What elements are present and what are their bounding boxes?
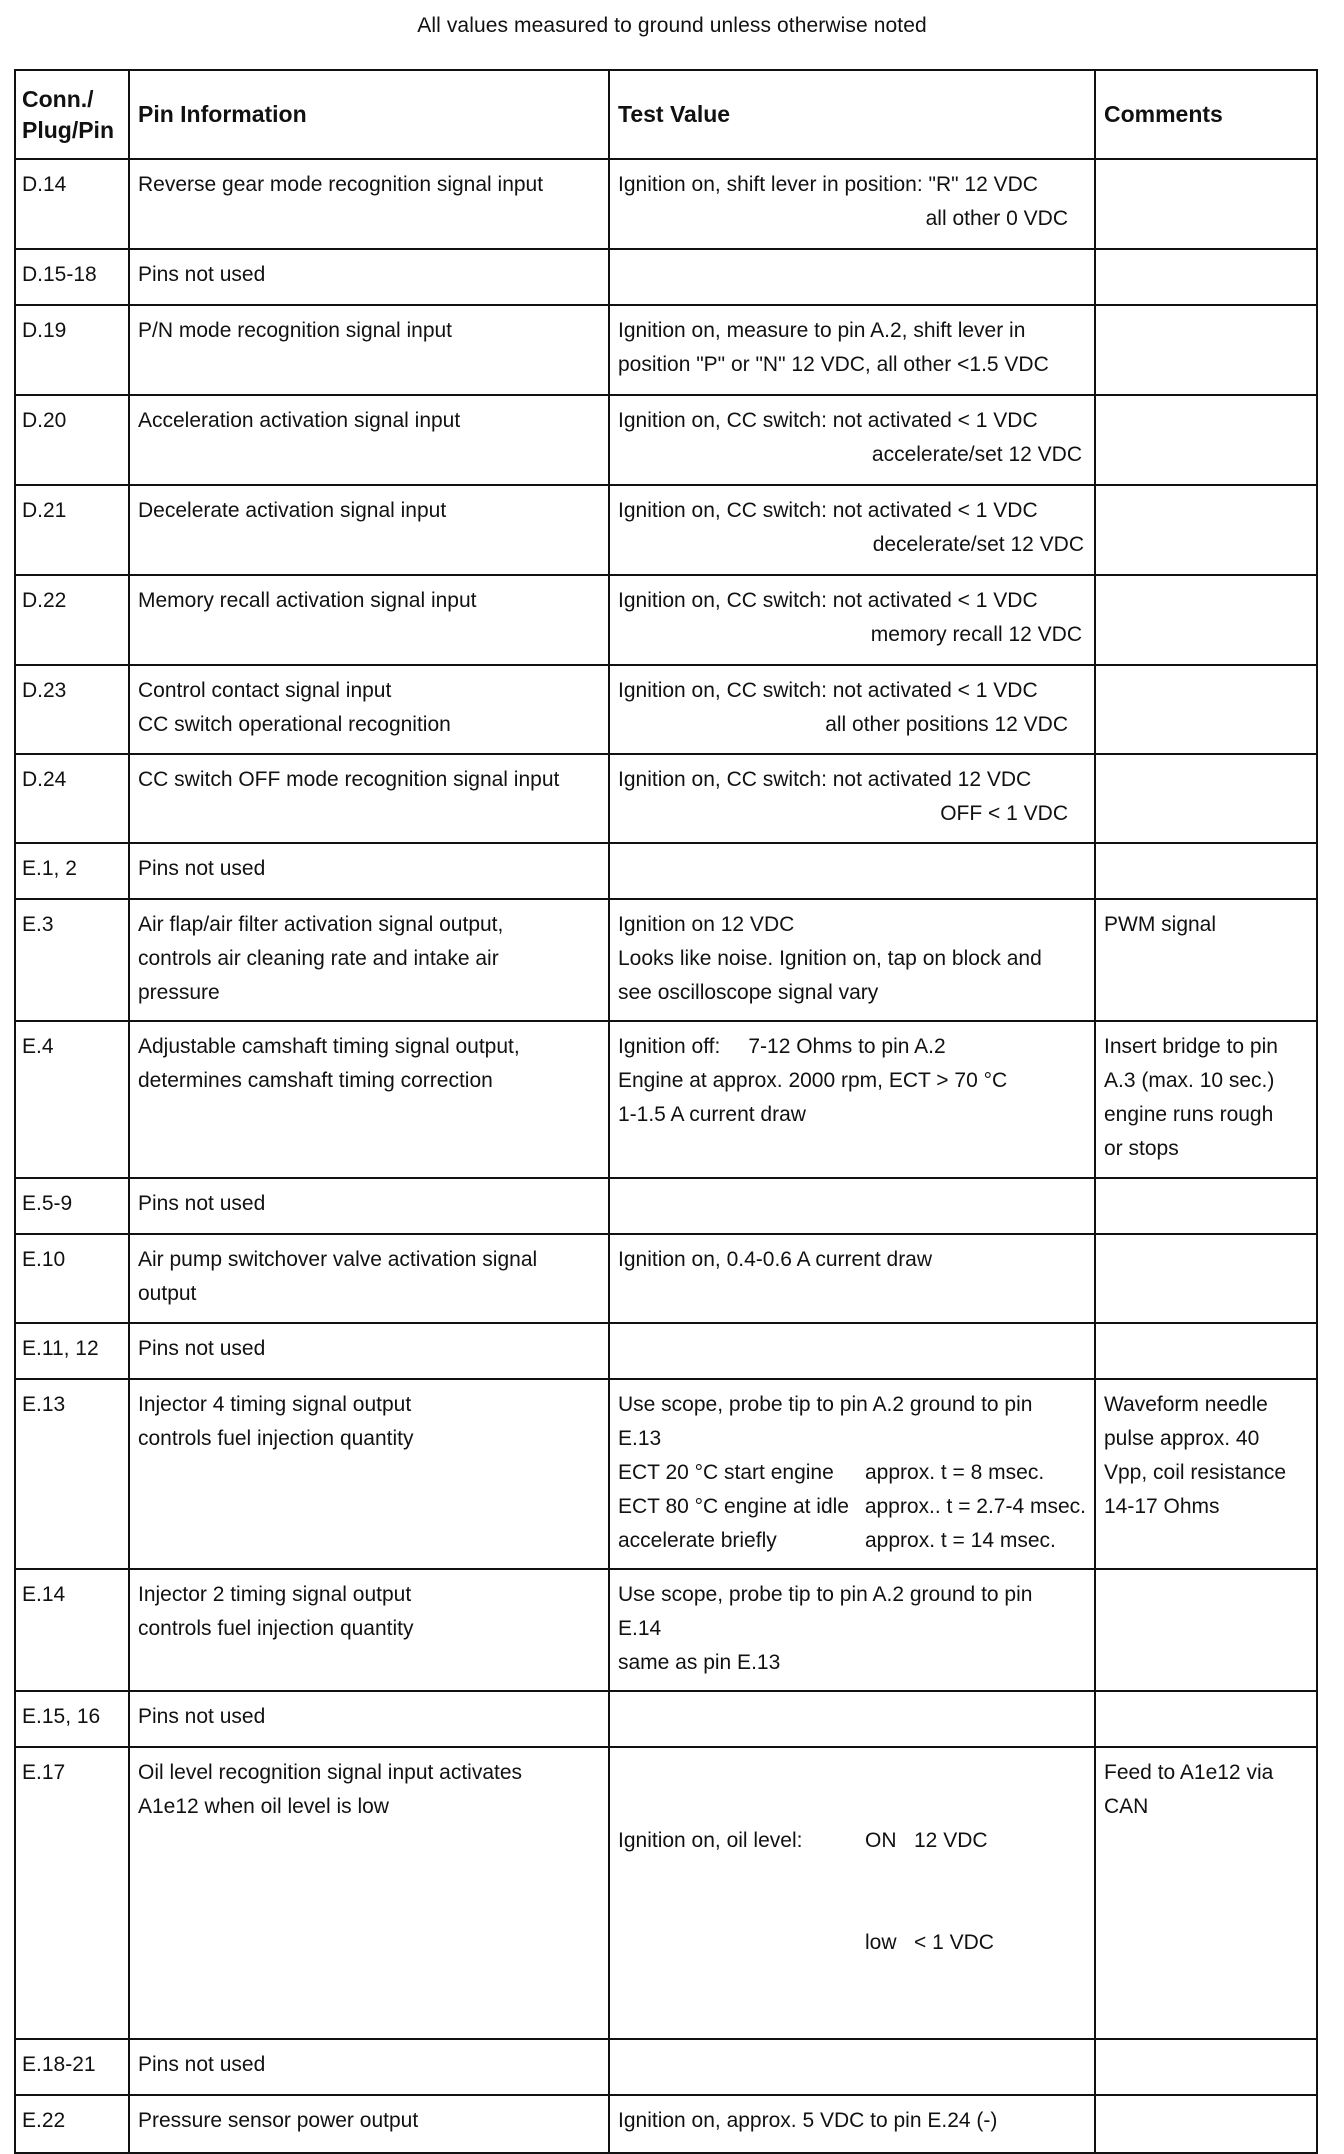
info-cell: Pins not used (129, 249, 609, 305)
test-cell (609, 2039, 1095, 2095)
table-row (15, 1691, 1317, 1747)
comment-cell (1095, 395, 1317, 485)
test-cell: Ignition on, CC switch: not activated < 1 VDC all other positions 12 VDC (609, 665, 1095, 754)
pin-cell: E.3 (15, 899, 129, 1021)
table-row (15, 1569, 1317, 1691)
pin-cell: E.10 (15, 1234, 129, 1323)
table-row (15, 754, 1317, 843)
test-cell: Ignition on, measure to pin A.2, shift lever in position "P" or "N" 12 VDC, all other <1.5 VDC (609, 305, 1095, 395)
test-cell: Ignition on, CC switch: not activated < 1 VDC accelerate/set 12 VDC (609, 395, 1095, 485)
table-row (15, 1379, 1317, 1569)
conn-header: Conn./ Plug/Pin (15, 70, 129, 159)
info-cell: Pressure sensor power output (129, 2095, 609, 2153)
comment-cell (1095, 2095, 1317, 2153)
table-row (15, 2095, 1317, 2153)
pin-cell: E.14 (15, 1569, 129, 1691)
info-cell: Reverse gear mode recognition signal input (129, 159, 609, 249)
pin-cell: D.14 (15, 159, 129, 249)
test-cell (609, 249, 1095, 305)
table-row (15, 159, 1317, 249)
info-cell: Air pump switchover valve activation signal output (129, 1234, 609, 1323)
comment-cell: Insert bridge to pin A.3 (max. 10 sec.) engine runs rough or stops (1095, 1021, 1317, 1178)
table-row (15, 395, 1317, 485)
test-cell (609, 843, 1095, 899)
test-cell: Ignition on, CC switch: not activated 12 VDC OFF < 1 VDC (609, 754, 1095, 843)
pin-cell: E.18-21 (15, 2039, 129, 2095)
info-cell: Decelerate activation signal input (129, 485, 609, 575)
test-cell (609, 1323, 1095, 1379)
info-cell: Memory recall activation signal input (129, 575, 609, 665)
test-cell: Ignition on, CC switch: not activated < 1 VDC decelerate/set 12 VDC (609, 485, 1095, 575)
info-cell: Pins not used (129, 2039, 609, 2095)
info-cell: Acceleration activation signal input (129, 395, 609, 485)
comment-cell (1095, 843, 1317, 899)
info-cell: Pins not used (129, 843, 609, 899)
comment-cell (1095, 305, 1317, 395)
comment-cell (1095, 754, 1317, 843)
test-cell: Ignition on, 0.4-0.6 A current draw (609, 1234, 1095, 1323)
test-cell (609, 1178, 1095, 1234)
comment-cell (1095, 1234, 1317, 1323)
table-row (15, 899, 1317, 1021)
comment-cell (1095, 575, 1317, 665)
info-cell: Control contact signal input CC switch operational recognition (129, 665, 609, 754)
pin-cell: E.11, 12 (15, 1323, 129, 1379)
test-cell: Ignition off: 7-12 Ohms to pin A.2 Engine at approx. 2000 rpm, ECT > 70 °C 1-1.5 A current draw (609, 1021, 1095, 1178)
comment-cell (1095, 1691, 1317, 1747)
pin-cell: E.17 (15, 1747, 129, 2039)
pin-cell: E.13 (15, 1379, 129, 1569)
info-cell: CC switch OFF mode recognition signal input (129, 754, 609, 843)
pin-cell: D.24 (15, 754, 129, 843)
pin-cell: E.1, 2 (15, 843, 129, 899)
pin-cell: D.19 (15, 305, 129, 395)
table-row (15, 1021, 1317, 1178)
test-cell (609, 1691, 1095, 1747)
table-row (15, 305, 1317, 395)
info-cell: P/N mode recognition signal input (129, 305, 609, 395)
pin-cell: E.15, 16 (15, 1691, 129, 1747)
table-row (15, 249, 1317, 305)
header-row (15, 70, 1317, 159)
info-cell: Injector 4 timing signal output controls fuel injection quantity (129, 1379, 609, 1569)
pin-table (14, 69, 1318, 2154)
table-row (15, 1178, 1317, 1234)
info-cell: Adjustable camshaft timing signal output, determines camshaft timing correction (129, 1021, 609, 1178)
comment-cell: Feed to A1e12 via CAN (1095, 1747, 1317, 2039)
comment-cell (1095, 1569, 1317, 1691)
pin-cell: D.23 (15, 665, 129, 754)
test-value-header: Test Value (609, 70, 1095, 159)
pin-cell: D.21 (15, 485, 129, 575)
pin-cell: D.22 (15, 575, 129, 665)
comment-cell (1095, 485, 1317, 575)
test-cell: Ignition on, shift lever in position: "R" 12 VDC all other 0 VDC (609, 159, 1095, 249)
test-cell: Ignition on, oil level: ON 12 VDC low < 1 VDC (609, 1747, 1095, 2039)
info-cell: Pins not used (129, 1178, 609, 1234)
comment-cell: PWM signal (1095, 899, 1317, 1021)
comment-cell (1095, 665, 1317, 754)
test-cell: Ignition on, approx. 5 VDC to pin E.24 (-) (609, 2095, 1095, 2153)
page-note: All values measured to ground unless otherwise noted (417, 14, 927, 37)
table-row (15, 485, 1317, 575)
table-row (15, 575, 1317, 665)
pin-cell: E.5-9 (15, 1178, 129, 1234)
comment-cell (1095, 159, 1317, 249)
pin-cell: E.4 (15, 1021, 129, 1178)
pin-cell: D.20 (15, 395, 129, 485)
table-row (15, 1234, 1317, 1323)
table-row (15, 665, 1317, 754)
test-cell: Use scope, probe tip to pin A.2 ground to pin E.13 ECT 20 °C start engine approx. t = 8 msec. ECT 80 °C engine at idle approx.. t = 2.7-4 msec. accelerate briefly approx. t = 14 msec. (609, 1379, 1095, 1569)
test-cell: Ignition on 12 VDC Looks like noise. Ignition on, tap on block and see oscilloscope signal vary (609, 899, 1095, 1021)
info-cell: Pins not used (129, 1323, 609, 1379)
pin-cell: D.15-18 (15, 249, 129, 305)
comment-cell (1095, 249, 1317, 305)
pin-cell: E.22 (15, 2095, 129, 2153)
test-cell: Ignition on, CC switch: not activated < 1 VDC memory recall 12 VDC (609, 575, 1095, 665)
test-cell: Use scope, probe tip to pin A.2 ground to pin E.14 same as pin E.13 (609, 1569, 1095, 1691)
table-row (15, 2039, 1317, 2095)
info-cell: Injector 2 timing signal output controls fuel injection quantity (129, 1569, 609, 1691)
comment-cell (1095, 1178, 1317, 1234)
table-row (15, 843, 1317, 899)
table-row (15, 1323, 1317, 1379)
comment-cell (1095, 1323, 1317, 1379)
comment-cell (1095, 2039, 1317, 2095)
table-row (15, 1747, 1317, 2039)
pin-info-header: Pin Information (129, 70, 609, 159)
info-cell: Air flap/air filter activation signal output, controls air cleaning rate and intake air pressure (129, 899, 609, 1021)
info-cell: Oil level recognition signal input activates A1e12 when oil level is low (129, 1747, 609, 2039)
comments-header: Comments (1095, 70, 1317, 159)
comment-cell: Waveform needle pulse approx. 40 Vpp, coil resistance 14-17 Ohms (1095, 1379, 1317, 1569)
info-cell: Pins not used (129, 1691, 609, 1747)
